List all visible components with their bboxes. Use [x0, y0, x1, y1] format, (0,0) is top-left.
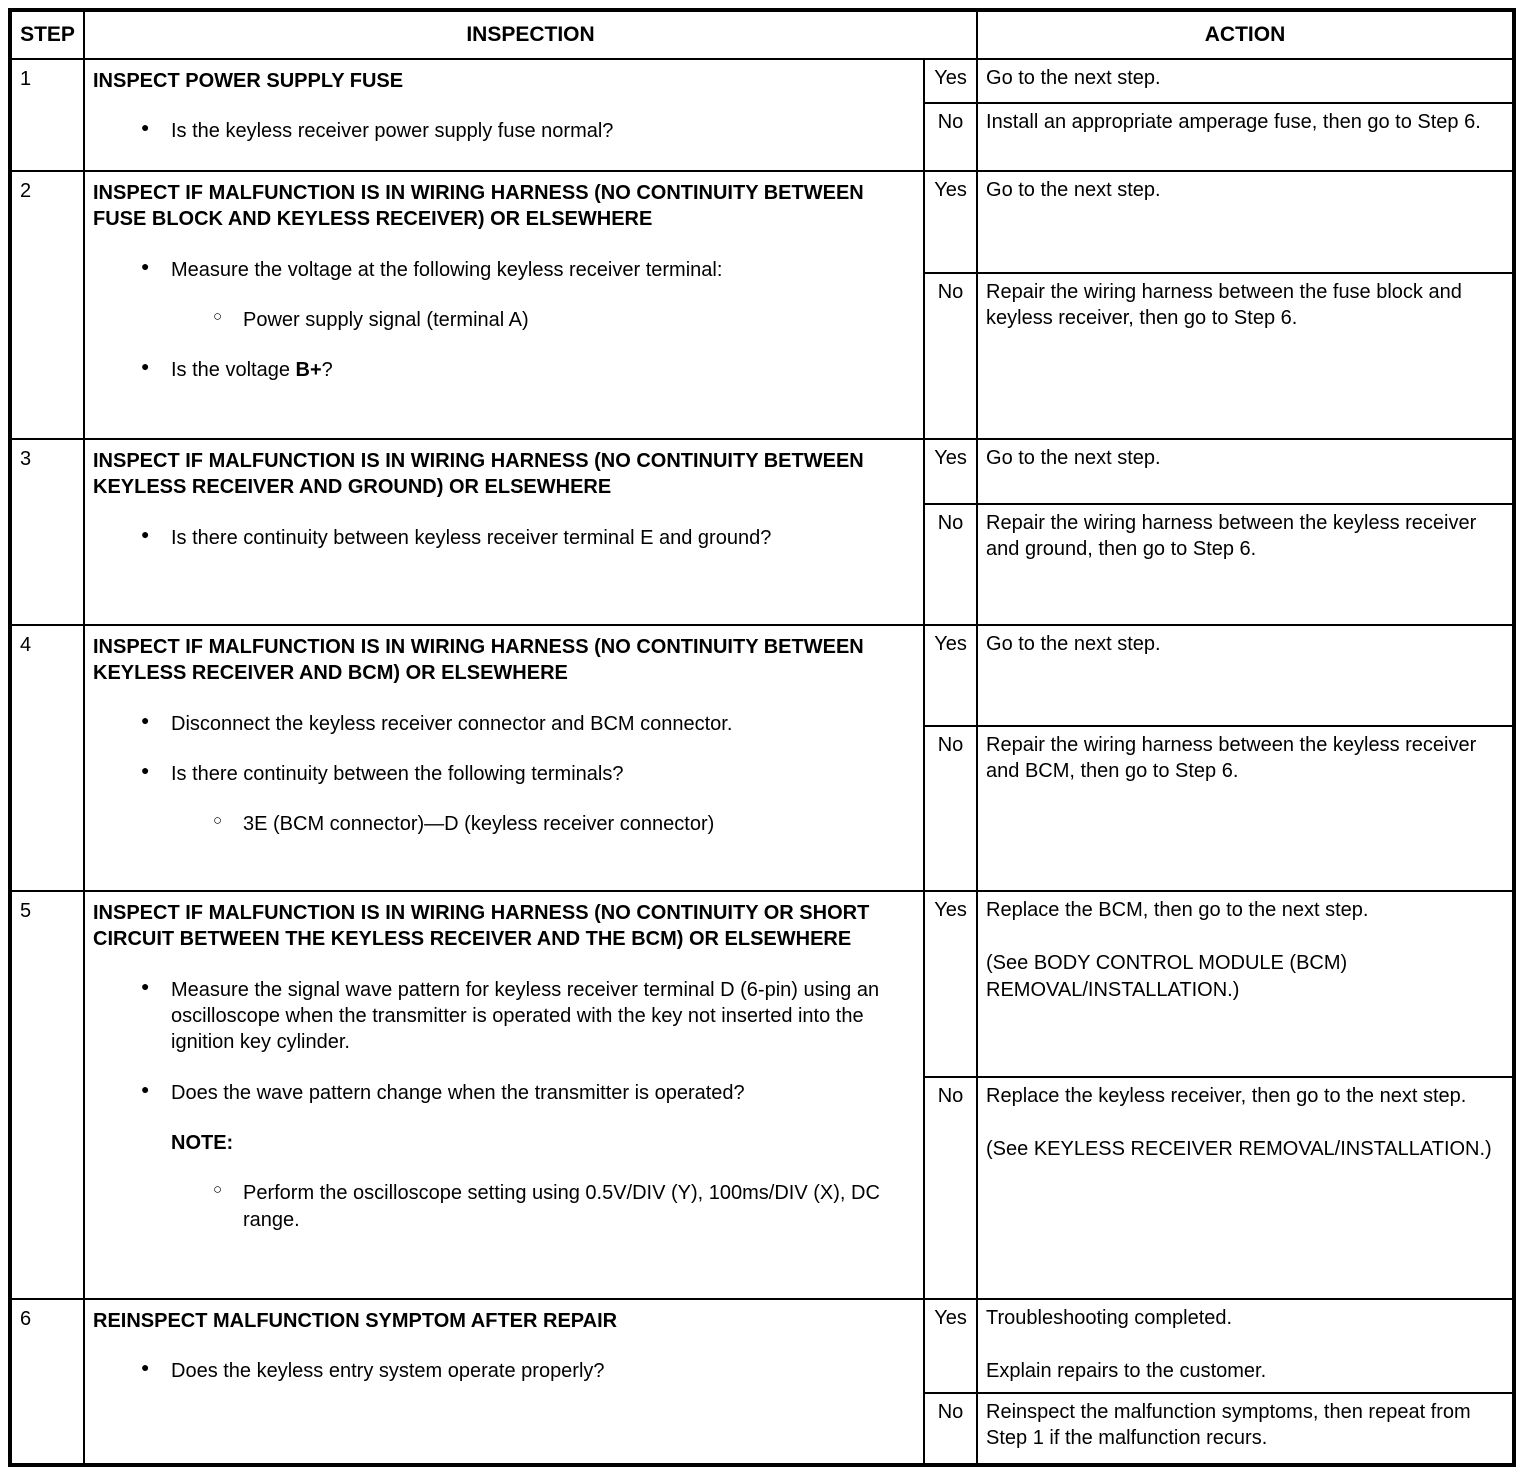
no-label: No: [924, 103, 977, 171]
action-cell-yes: [977, 891, 1514, 1077]
yes-label: Yes: [924, 891, 977, 1077]
circle-icon: ○: [213, 307, 223, 325]
note-label: NOTE:: [171, 1132, 234, 1155]
circle-icon: ○: [213, 1181, 223, 1199]
action-cell-no: [977, 726, 1514, 891]
table-header-row: [10, 10, 1514, 59]
bullet-icon: ●: [141, 1080, 150, 1097]
inspection-bullet: [93, 118, 911, 144]
step-number: 5: [10, 891, 84, 1299]
bullet-text: Measure the voltage at the following keyless receiver terminal:: [171, 258, 723, 281]
table-row: [10, 891, 1514, 1077]
yes-label: Yes: [924, 171, 977, 273]
bullet-icon: ●: [141, 761, 150, 778]
inspection-title: INSPECT IF MALFUNCTION IS IN WIRING HARNESS (NO CONTINUITY BETWEEN KEYLESS RECEIVER AND BCM) OR ELSEWHERE: [93, 635, 864, 685]
action-cell-yes: [977, 171, 1514, 273]
step-number: 3: [10, 439, 84, 625]
bullet-text-part: ?: [321, 359, 333, 382]
bullet-icon: ●: [141, 119, 150, 136]
action-text: Troubleshooting completed.: [986, 1306, 1233, 1329]
yes-label: Yes: [924, 625, 977, 726]
action-text: Install an appropriate amperage fuse, then go to Step 6.: [986, 110, 1481, 133]
inspection-title: INSPECT IF MALFUNCTION IS IN WIRING HARNESS (NO CONTINUITY BETWEEN KEYLESS RECEIVER AND GROUND) OR ELSEWHERE: [93, 449, 864, 499]
action-text: Explain repairs to the customer.: [986, 1360, 1267, 1383]
no-label: No: [924, 1393, 977, 1465]
header-step: STEP: [10, 10, 84, 59]
yes-label: Yes: [924, 1299, 977, 1393]
action-cell-no: [977, 1393, 1514, 1465]
inspection-bullet: [93, 257, 911, 283]
action-cell-no: [977, 103, 1514, 171]
bullet-icon: ●: [141, 525, 150, 542]
inspection-title: REINSPECT MALFUNCTION SYMPTOM AFTER REPAIR: [93, 1309, 618, 1332]
action-cell-no: [977, 1077, 1514, 1299]
action-text: Go to the next step.: [986, 446, 1161, 469]
inspection-bullet: [93, 1358, 911, 1384]
inspection-bullet: [93, 977, 911, 1056]
action-text: Repair the wiring harness between the keyless receiver and BCM, then go to Step 6.: [986, 733, 1477, 783]
action-text: Go to the next step.: [986, 178, 1161, 201]
bullet-icon: ●: [141, 977, 150, 994]
action-cell-no: [977, 504, 1514, 625]
action-cell-yes: [977, 439, 1514, 504]
no-label: No: [924, 1077, 977, 1299]
bullet-text-part: Is the voltage: [171, 359, 296, 382]
yes-label: Yes: [924, 439, 977, 504]
inspection-subbullet: [93, 811, 911, 837]
inspection-bullet: [93, 1080, 911, 1106]
action-text: Go to the next step.: [986, 632, 1161, 655]
header-inspection: INSPECTION: [84, 10, 977, 59]
inspection-cell: [84, 171, 924, 439]
inspection-cell: [84, 439, 924, 625]
inspection-bullet: [93, 525, 911, 551]
bullet-text: Is there continuity between the following terminals?: [171, 762, 624, 785]
action-text: Replace the BCM, then go to the next step.: [986, 898, 1369, 921]
yes-label: Yes: [924, 59, 977, 103]
action-text: Reinspect the malfunction symptoms, then repeat from Step 1 if the malfunction recurs.: [986, 1400, 1471, 1450]
bullet-text: Measure the signal wave pattern for keyless receiver terminal D (6-pin) using an oscilloscope when the transmitter is operated with the key not inserted into the ignition key cylinder.: [171, 978, 880, 1054]
inspection-title: INSPECT IF MALFUNCTION IS IN WIRING HARNESS (NO CONTINUITY BETWEEN FUSE BLOCK AND KEYLESS RECEIVER) OR ELSEWHERE: [93, 181, 864, 231]
bullet-text: [171, 357, 911, 383]
table-row: [10, 1299, 1514, 1393]
step-number: 4: [10, 625, 84, 891]
inspection-cell: [84, 891, 924, 1299]
no-label: No: [924, 726, 977, 891]
troubleshooting-table: [8, 8, 1516, 1467]
table-row: [10, 59, 1514, 103]
step-number: 1: [10, 59, 84, 171]
inspection-bullet: [93, 357, 911, 383]
bullet-text: Is the keyless receiver power supply fuse normal?: [171, 120, 614, 143]
bullet-text: Disconnect the keyless receiver connector and BCM connector.: [171, 712, 733, 735]
inspection-title: INSPECT IF MALFUNCTION IS IN WIRING HARNESS (NO CONTINUITY OR SHORT CIRCUIT BETWEEN THE KEYLESS RECEIVER AND THE BCM) OR ELSEWHERE: [93, 901, 870, 951]
bullet-text: Does the wave pattern change when the transmitter is operated?: [171, 1081, 745, 1104]
no-label: No: [924, 273, 977, 439]
inspection-cell: [84, 1299, 924, 1465]
action-cell-yes: [977, 625, 1514, 726]
action-cell-no: [977, 273, 1514, 439]
table-row: [10, 439, 1514, 504]
inspection-bullet: [93, 711, 911, 737]
action-text: Repair the wiring harness between the fuse block and keyless receiver, then go to Step 6.: [986, 280, 1462, 330]
header-action: ACTION: [977, 10, 1514, 59]
bullet-icon: ●: [141, 257, 150, 274]
circle-icon: ○: [213, 812, 223, 830]
action-text: Repair the wiring harness between the keyless receiver and ground, then go to Step 6.: [986, 511, 1477, 561]
action-cell-yes: [977, 59, 1514, 103]
inspection-cell: [84, 59, 924, 171]
table-row: [10, 171, 1514, 273]
subbullet-text: 3E (BCM connector)—D (keyless receiver connector): [243, 813, 715, 836]
bullet-icon: ●: [141, 711, 150, 728]
step-number: 2: [10, 171, 84, 439]
action-text: (See BODY CONTROL MODULE (BCM) REMOVAL/INSTALLATION.): [986, 952, 1348, 1001]
bullet-icon: ●: [141, 1359, 150, 1376]
no-label: No: [924, 504, 977, 625]
action-cell-yes: [977, 1299, 1514, 1393]
bullet-text-bold: B+: [295, 359, 322, 382]
action-text: (See KEYLESS RECEIVER REMOVAL/INSTALLATION.): [986, 1138, 1492, 1161]
bullet-icon: ●: [141, 358, 150, 375]
table-row: [10, 625, 1514, 726]
subbullet-text: Power supply signal (terminal A): [243, 308, 529, 331]
inspection-subbullet: [93, 307, 911, 333]
inspection-title: INSPECT POWER SUPPLY FUSE: [93, 69, 404, 92]
inspection-subbullet: [93, 1180, 911, 1233]
bullet-text: Does the keyless entry system operate properly?: [171, 1360, 605, 1383]
step-number: 6: [10, 1299, 84, 1465]
action-text: Go to the next step.: [986, 66, 1161, 89]
bullet-text: Is there continuity between keyless receiver terminal E and ground?: [171, 526, 772, 549]
subbullet-text: Perform the oscilloscope setting using 0.5V/DIV (Y), 100ms/DIV (X), DC range.: [243, 1182, 880, 1231]
inspection-bullet: [93, 761, 911, 787]
action-text: Replace the keyless receiver, then go to the next step.: [986, 1084, 1467, 1107]
inspection-cell: [84, 625, 924, 891]
